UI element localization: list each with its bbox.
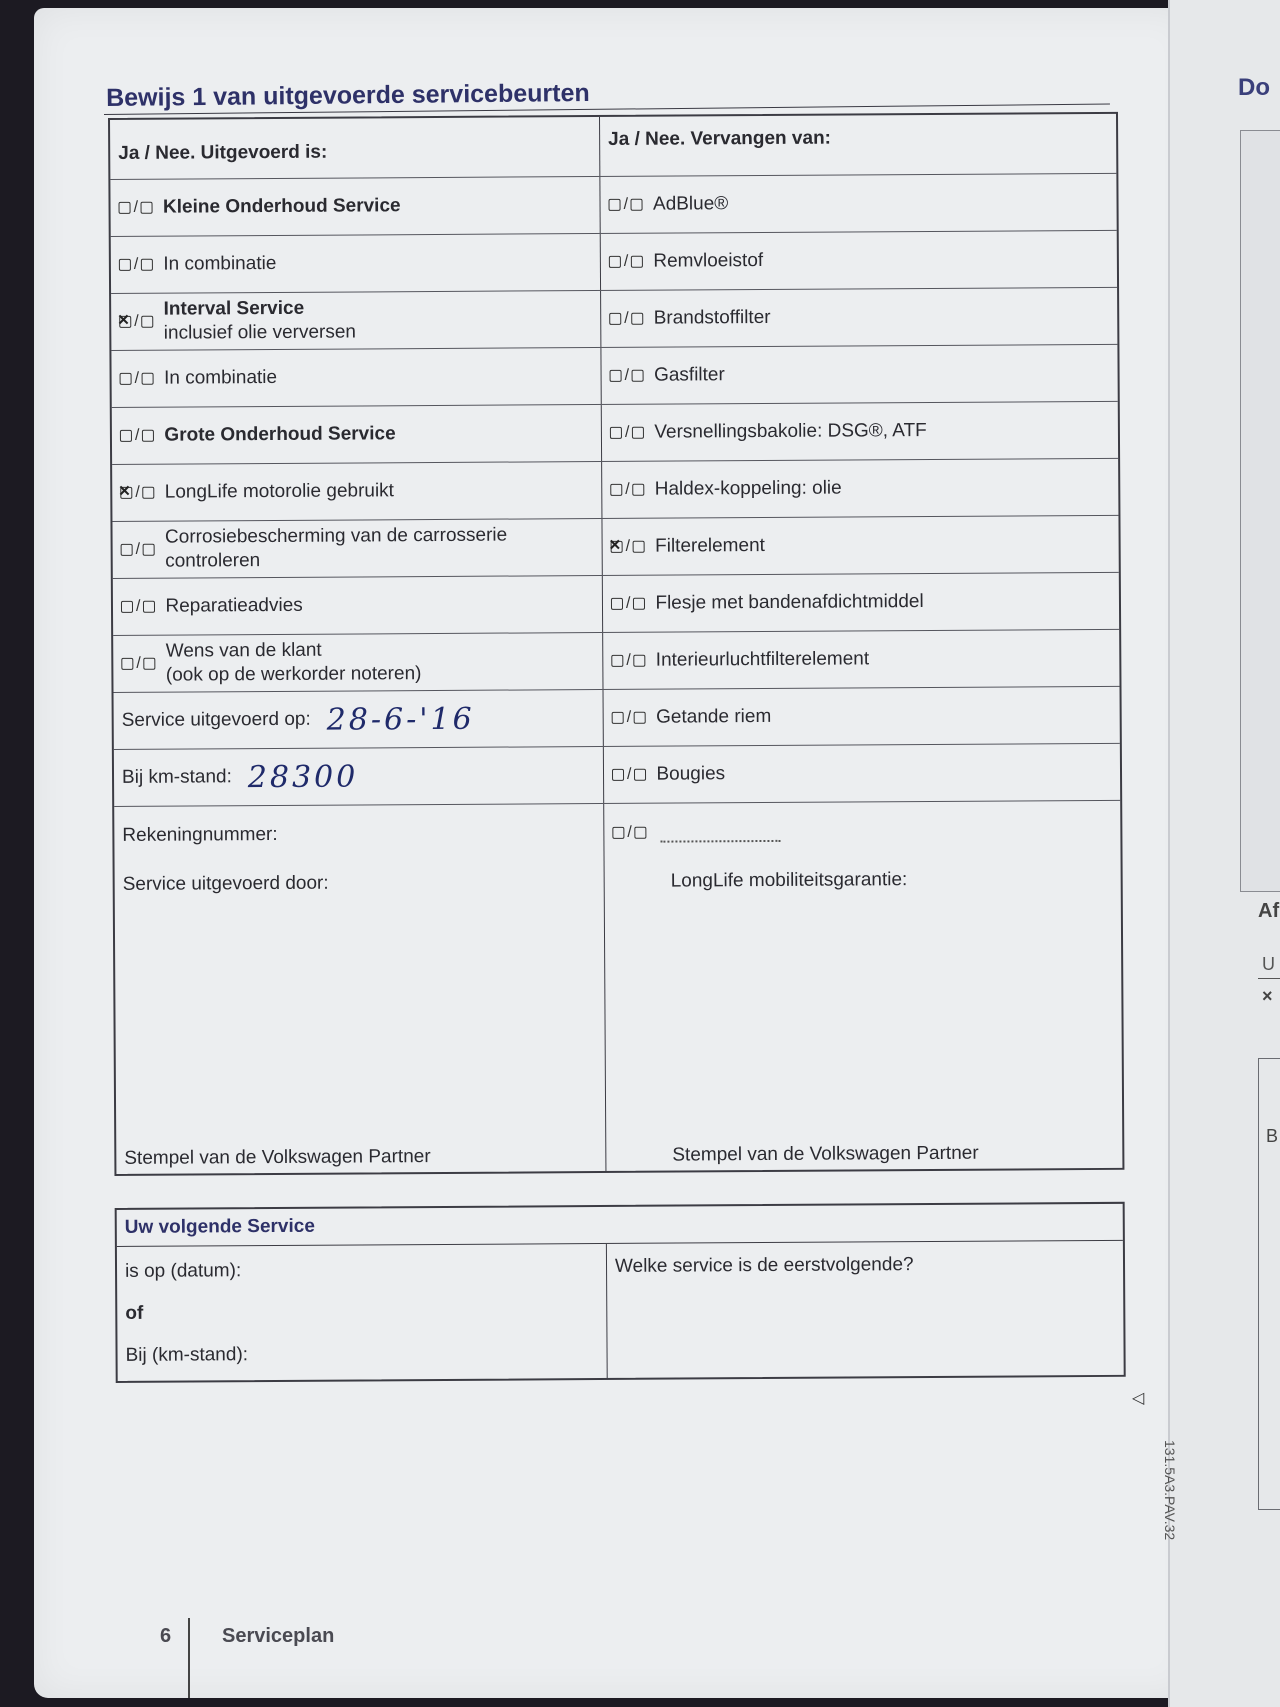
yes-checkbox[interactable] bbox=[121, 658, 133, 670]
yes-checkbox[interactable] bbox=[611, 655, 623, 667]
blank-fill-line[interactable] bbox=[661, 821, 781, 842]
no-checkbox[interactable] bbox=[633, 484, 645, 496]
yes-no-checkbox[interactable] bbox=[610, 424, 645, 442]
next-page-x: × bbox=[1262, 986, 1273, 1006]
yes-no-checkbox[interactable] bbox=[611, 652, 646, 670]
row-cell-right bbox=[603, 630, 1119, 689]
yes-checkbox[interactable] bbox=[121, 544, 133, 556]
footer-section: Serviceplan bbox=[222, 1625, 335, 1647]
checkbox-separator: / bbox=[133, 255, 139, 273]
item-label: Versnellingsbakolie: DSG®, ATF bbox=[654, 420, 927, 443]
item-label: Brandstoffilter bbox=[653, 306, 771, 329]
yes-no-checkbox[interactable] bbox=[612, 823, 647, 841]
yes-checkbox[interactable] bbox=[610, 484, 622, 496]
item-label: LongLife motorolie gebruikt bbox=[164, 480, 395, 503]
next-date-label: is op (datum): bbox=[124, 1260, 242, 1282]
checkbox-separator: / bbox=[626, 651, 631, 669]
yes-checkbox[interactable] bbox=[612, 769, 624, 781]
row-cell-right bbox=[602, 516, 1118, 575]
no-checkbox[interactable] bbox=[634, 655, 646, 667]
table-header bbox=[110, 114, 1116, 180]
row-cell-left bbox=[114, 690, 604, 749]
row-cell-right bbox=[601, 345, 1117, 404]
item-label: Haldex-koppeling: olie bbox=[654, 477, 842, 500]
table-row bbox=[112, 402, 1118, 465]
checkbox-separator: / bbox=[133, 198, 139, 216]
no-checkbox[interactable] bbox=[142, 373, 154, 385]
next-page-b: B bbox=[1266, 1126, 1279, 1146]
yes-no-checkbox[interactable] bbox=[120, 427, 155, 445]
row-cell-right bbox=[601, 231, 1117, 290]
row-cell-right bbox=[604, 687, 1120, 746]
row-cell-right bbox=[601, 288, 1117, 347]
item-label: In combinatie bbox=[163, 366, 278, 389]
yes-no-checkbox[interactable] bbox=[121, 541, 156, 559]
yes-no-checkbox[interactable] bbox=[612, 766, 647, 784]
yes-checkbox[interactable] bbox=[612, 712, 624, 724]
checkbox-separator: / bbox=[136, 654, 141, 672]
no-checkbox[interactable] bbox=[632, 370, 644, 382]
row-cell-right bbox=[600, 174, 1116, 233]
checkbox-separator: / bbox=[134, 426, 140, 444]
no-checkbox[interactable] bbox=[144, 658, 156, 670]
yes-checkbox[interactable] bbox=[609, 313, 621, 325]
table-row bbox=[114, 801, 1120, 864]
item-sublabel: (ook op de werkorder noteren) bbox=[165, 663, 422, 686]
yes-no-checkbox[interactable] bbox=[121, 655, 156, 673]
no-checkbox[interactable] bbox=[142, 430, 154, 442]
table-row bbox=[111, 345, 1117, 408]
yes-checkbox[interactable] bbox=[611, 598, 623, 610]
table-row bbox=[112, 516, 1118, 579]
table-row bbox=[110, 174, 1116, 237]
yes-checkbox[interactable] bbox=[121, 601, 133, 613]
checkbox-separator: / bbox=[624, 423, 630, 441]
next-page-title: Do bbox=[1238, 74, 1270, 101]
item-label: Flesje met bandenafdichtmiddel bbox=[655, 591, 924, 614]
next-page-edge bbox=[1168, 0, 1280, 1707]
item-label: Corrosiebescherming van de carrosserie bbox=[164, 524, 508, 548]
no-checkbox[interactable] bbox=[633, 598, 645, 610]
next-service-heading: Uw volgende Service bbox=[117, 1204, 1123, 1247]
next-service-question: Welke service is de eerstvolgende? bbox=[614, 1254, 914, 1277]
next-km-label: Bij (km-stand): bbox=[125, 1344, 249, 1366]
no-checkbox[interactable] bbox=[143, 487, 155, 499]
item-label: Service uitgevoerd op: bbox=[121, 708, 311, 731]
checkbox-separator: / bbox=[623, 195, 629, 213]
yes-checkbox[interactable] bbox=[119, 202, 131, 214]
item-label: Gasfilter bbox=[653, 364, 725, 386]
row-cell-right bbox=[604, 801, 1120, 861]
yes-no-checkbox[interactable] bbox=[610, 367, 645, 385]
yes-checkbox[interactable] bbox=[119, 259, 131, 271]
checkbox-separator: / bbox=[625, 480, 630, 498]
yes-checkbox[interactable] bbox=[611, 541, 623, 553]
row-cell-left bbox=[113, 633, 603, 692]
yes-no-checkbox[interactable] bbox=[608, 196, 643, 214]
table-row bbox=[114, 687, 1120, 750]
row-cell-right bbox=[603, 573, 1119, 632]
footer-divider bbox=[188, 1618, 190, 1698]
item-label: Filterelement bbox=[655, 534, 765, 557]
no-checkbox[interactable] bbox=[143, 544, 155, 556]
mobility-guarantee-label: LongLife mobiliteitsgarantie: bbox=[670, 869, 908, 892]
row-cell-left bbox=[113, 576, 603, 635]
item-label: Rekeningnummer: bbox=[122, 823, 278, 846]
row-cell-left bbox=[110, 177, 600, 236]
checkbox-separator: / bbox=[625, 594, 631, 612]
no-checkbox[interactable] bbox=[635, 826, 647, 838]
yes-checkbox[interactable] bbox=[609, 256, 621, 268]
checkbox-separator: / bbox=[135, 483, 140, 501]
yes-no-checkbox[interactable] bbox=[120, 484, 155, 502]
row-cell-left bbox=[112, 519, 602, 578]
no-checkbox[interactable] bbox=[631, 256, 643, 268]
no-checkbox[interactable] bbox=[141, 202, 153, 214]
next-page-rule bbox=[1258, 978, 1280, 979]
table-row bbox=[113, 573, 1119, 636]
yes-no-checkbox[interactable] bbox=[118, 199, 153, 217]
item-label: AdBlue® bbox=[652, 193, 729, 215]
item-label: Remvloeistof bbox=[653, 250, 764, 272]
yes-checkbox[interactable] bbox=[609, 199, 621, 211]
no-checkbox[interactable] bbox=[632, 313, 644, 325]
table-row bbox=[113, 630, 1119, 693]
checkbox-separator: / bbox=[134, 369, 140, 387]
yes-checkbox[interactable] bbox=[120, 430, 132, 442]
item-label-group bbox=[166, 638, 422, 688]
table-row bbox=[111, 231, 1117, 294]
row-cell-left bbox=[114, 804, 604, 864]
handwritten-entry: 28-6-'16 bbox=[326, 701, 475, 738]
yes-checkbox[interactable] bbox=[120, 373, 132, 385]
row-cell-left bbox=[111, 234, 601, 293]
item-sublabel: inclusief olie verversen bbox=[163, 321, 357, 344]
row-cell-right bbox=[604, 744, 1120, 803]
item-sublabel: controleren bbox=[165, 550, 261, 572]
row-cell-right bbox=[602, 402, 1118, 461]
item-label: In combinatie bbox=[163, 252, 277, 275]
checkbox-separator: / bbox=[627, 823, 632, 841]
checkbox-separator: / bbox=[626, 708, 632, 726]
no-checkbox[interactable] bbox=[143, 601, 155, 613]
item-label: Getande riem bbox=[656, 705, 772, 728]
yes-no-checkbox[interactable] bbox=[119, 256, 154, 274]
checkbox-separator: / bbox=[135, 540, 141, 558]
next-page-u: U bbox=[1262, 954, 1275, 974]
row-cell-left bbox=[111, 291, 601, 350]
row-cell-left bbox=[114, 747, 604, 806]
item-label-group bbox=[164, 296, 356, 345]
yes-no-checkbox[interactable] bbox=[611, 595, 646, 613]
item-label: Bij km-stand: bbox=[121, 766, 232, 788]
row-cell-left bbox=[112, 405, 602, 464]
yes-no-checkbox[interactable] bbox=[120, 370, 155, 388]
item-label: Reparatieadvies bbox=[165, 594, 303, 617]
stamp-right bbox=[605, 858, 1123, 1171]
item-label-group bbox=[165, 524, 507, 574]
yes-checkbox[interactable] bbox=[119, 316, 131, 328]
triangle-marker-icon: ◁ bbox=[1132, 1390, 1145, 1407]
page-number: 6 bbox=[160, 1625, 172, 1647]
no-checkbox[interactable] bbox=[632, 427, 644, 439]
stamp-left bbox=[115, 861, 607, 1174]
next-service-table bbox=[115, 1202, 1126, 1383]
next-page-box bbox=[1240, 130, 1280, 892]
handwritten-entry: 28300 bbox=[247, 758, 359, 795]
yes-no-checkbox[interactable] bbox=[612, 709, 647, 727]
checkbox-separator: / bbox=[626, 765, 632, 783]
item-label: Grote Onderhoud Service bbox=[164, 423, 396, 446]
service-table bbox=[108, 112, 1124, 1176]
next-service-body bbox=[117, 1241, 1124, 1381]
checkbox-separator: / bbox=[624, 366, 630, 384]
next-service-left bbox=[117, 1244, 608, 1381]
yes-checkbox[interactable] bbox=[612, 826, 624, 838]
no-checkbox[interactable] bbox=[633, 541, 645, 553]
no-checkbox[interactable] bbox=[634, 712, 646, 724]
no-checkbox[interactable] bbox=[634, 769, 646, 781]
yes-no-checkbox[interactable] bbox=[610, 481, 645, 499]
stamp-label-left: Stempel van de Volkswagen Partner bbox=[124, 1146, 431, 1169]
item-label: Wens van de klant bbox=[165, 639, 322, 662]
stamp-label-right: Stempel van de Volkswagen Partner bbox=[672, 1142, 979, 1166]
performed-by-label: Service uitgevoerd door: bbox=[122, 872, 329, 895]
item-label: Kleine Onderhoud Service bbox=[162, 195, 401, 218]
table-row bbox=[112, 459, 1118, 522]
item-label: Interval Service bbox=[163, 297, 305, 320]
no-checkbox[interactable] bbox=[141, 259, 153, 271]
next-page-af: Af bbox=[1258, 900, 1280, 922]
stamp-row bbox=[115, 858, 1123, 1174]
table-row bbox=[111, 288, 1117, 351]
checkbox-separator: / bbox=[623, 252, 629, 270]
no-checkbox[interactable] bbox=[631, 199, 643, 211]
no-checkbox[interactable] bbox=[142, 316, 154, 328]
next-or-label: of bbox=[125, 1302, 144, 1324]
yes-no-checkbox[interactable] bbox=[609, 253, 644, 271]
side-code: 131.5A3.PAV.32 bbox=[1162, 1440, 1178, 1541]
service-sheet bbox=[108, 112, 1125, 1366]
table-row bbox=[114, 744, 1120, 807]
row-cell-right bbox=[602, 459, 1118, 518]
row-cell-left bbox=[112, 462, 602, 521]
item-label: Interieurluchtfilterelement bbox=[655, 648, 870, 671]
row-cell-left bbox=[111, 348, 601, 407]
checkbox-separator: / bbox=[625, 537, 631, 555]
yes-checkbox[interactable] bbox=[120, 487, 132, 499]
header-left: Ja / Nee. Uitgevoerd is: bbox=[110, 117, 600, 179]
item-label: Bougies bbox=[656, 763, 726, 785]
checkbox-separator: / bbox=[624, 309, 629, 327]
yes-no-checkbox[interactable] bbox=[121, 598, 156, 616]
page-title: Bewijs 1 van uitgevoerde servicebeurten bbox=[106, 78, 590, 112]
header-right: Ja / Nee. Vervangen van: bbox=[608, 127, 832, 150]
yes-no-checkbox[interactable] bbox=[609, 310, 644, 328]
yes-checkbox[interactable] bbox=[610, 370, 622, 382]
yes-no-checkbox[interactable] bbox=[119, 313, 154, 331]
checkbox-separator: / bbox=[134, 312, 139, 330]
yes-checkbox[interactable] bbox=[610, 427, 622, 439]
yes-no-checkbox[interactable] bbox=[611, 538, 646, 556]
checkbox-separator: / bbox=[135, 597, 141, 615]
